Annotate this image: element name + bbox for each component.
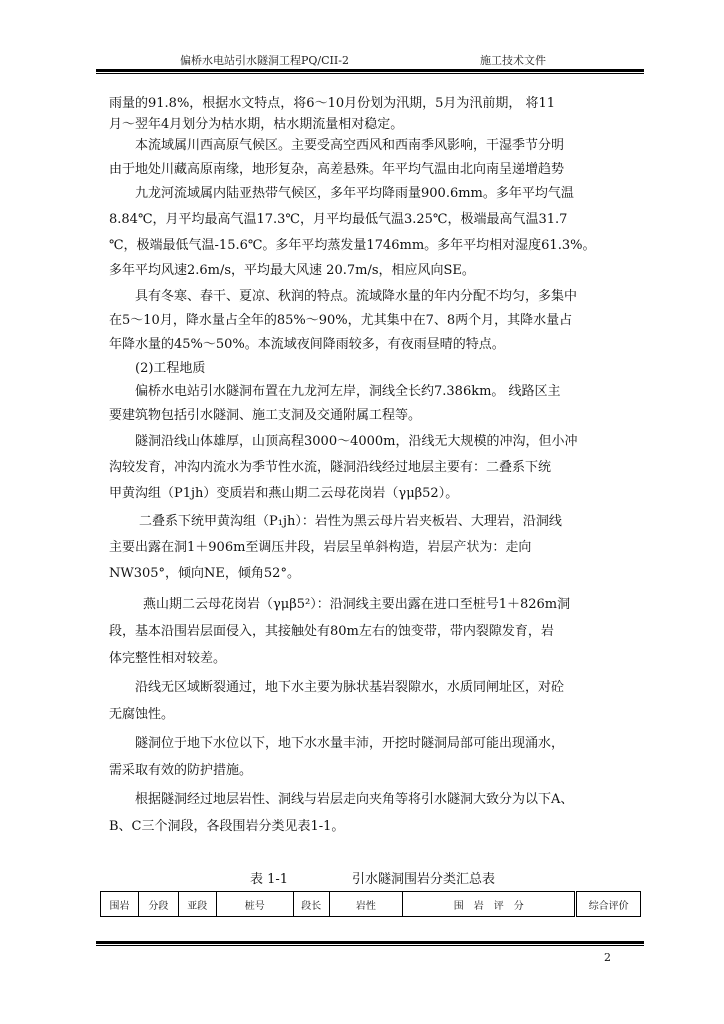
header-rule-thick — [96, 69, 644, 72]
text-line: 多年平均风速2.6m/s，平均最大风速 20.7m/s，相应风向SE。 — [109, 263, 475, 278]
section-heading: (2)工程地质 — [135, 361, 206, 376]
text-line: 沟较发育，冲沟内流水为季节性水流，隧洞沿线经过地层主要有：二叠系下统 — [109, 460, 552, 475]
text-line: 具有冬寒、春干、夏凉、秋润的特点。流域降水量的年内分配不均匀，多集中 — [135, 289, 578, 304]
text-line: 二叠系下统甲黄沟组（P₁jh）：岩性为黑云母片岩夹板岩、大理岩，沿洞线 — [139, 514, 562, 529]
text-line: 沿线无区域断裂通过，地下水主要为脉状基岩裂隙水，水质同闸址区，对砼 — [135, 680, 565, 695]
table-header-cell: 岩性 — [329, 892, 402, 917]
text-line: 月～翌年4月划分为枯水期，枯水期流量相对稳定。 — [109, 117, 404, 132]
page-header — [96, 50, 628, 70]
text-line: 隧洞沿线山体雄厚，山顶高程3000～4000m，沿线无大规模的冲沟，但小冲 — [135, 434, 578, 449]
text-line: 主要出露在洞1＋906m至调压井段，岩层呈单斜构造，岩层产状为：走向 — [109, 540, 532, 555]
text-line: B、C三个洞段，各段围岩分类见表1-1。 — [109, 819, 345, 834]
text-line: NW305°，倾向NE，倾角52°。 — [109, 566, 300, 581]
text-line: 九龙河流域属内陆亚热带气候区，多年平均降雨量900.6mm。多年平均气温 — [135, 186, 574, 201]
rock-classification-table — [100, 891, 641, 917]
table-header-cell: 围 岩 评 分 — [403, 892, 576, 917]
table-caption-title: 引水隧洞围岩分类汇总表 — [352, 872, 496, 887]
table-header-cell: 亚段 — [178, 892, 216, 917]
header-document-type: 施工技术文件 — [480, 54, 546, 67]
text-line: 本流域属川西高原气候区。主要受高空西风和西南季风影响，干湿季节分明 — [135, 138, 565, 153]
text-line: 8.84℃，月平均最高气温17.3℃，月平均最低气温3.25℃，极端最高气温31.7 — [109, 212, 568, 227]
table-header-cell: 围岩 — [101, 892, 139, 917]
table-header-cell: 段长 — [293, 892, 329, 917]
text-line: 要建筑物包括引水隧洞、施工支洞及交通附属工程等。 — [109, 408, 422, 423]
text-line: 燕山期二云母花岗岩（γμβ5²）：沿洞线主要出露在进口至桩号1＋826m洞 — [143, 597, 571, 612]
footer-rule-thick — [96, 941, 644, 944]
text-line: ℃，极端最低气温-15.6℃。多年平均蒸发量1746mm。多年平均相对湿度61.3%。 — [109, 238, 596, 253]
text-line: 在5～10月，降水量占全年的85%～90%，尤其集中在7、8两个月，其降水量占 — [109, 313, 573, 328]
text-line: 甲黄沟组（P1jh）变质岩和燕山期二云母花岗岩（γμβ52）。 — [109, 486, 459, 501]
text-line: 偏桥水电站引水隧洞布置在九龙河左岸，洞线全长约7.386km。 线路区主 — [135, 384, 561, 399]
text-line: 体完整性相对较差。 — [109, 651, 227, 666]
text-line: 年降水量的45%～50%。本流域夜间降雨较多，有夜雨昼晴的特点。 — [109, 337, 505, 352]
footer-rule-thin — [96, 945, 644, 946]
page-number: 2 — [604, 951, 611, 964]
text-line: 由于地处川藏高原南缘，地形复杂，高差悬殊。年平均气温由北向南呈递增趋势 — [109, 162, 565, 177]
table-caption-number: 表 1-1 — [250, 872, 289, 887]
header-project-title: 偏桥水电站引水隧洞工程PQ/CII-2 — [180, 54, 349, 67]
table-header-row — [101, 892, 641, 917]
text-line: 无腐蚀性。 — [109, 707, 175, 722]
text-line: 雨量的91.8%，根据水文特点，将6～10月份划为汛期，5月为汛前期， 将11 — [109, 96, 556, 111]
table-header-cell: 分段 — [138, 892, 178, 917]
text-line: 根据隧洞经过地层岩性、洞线与岩层走向夹角等将引水隧洞大致分为以下A、 — [135, 792, 574, 807]
text-line: 段，基本沿围岩层面侵入，其接触处有80m左右的蚀变带，带内裂隙发育，岩 — [109, 624, 554, 639]
text-line: 需采取有效的防护措施。 — [109, 763, 253, 778]
header-rule-thin — [96, 73, 644, 74]
table-header-cell: 桩号 — [216, 892, 293, 917]
table-header-cell: 综合评价 — [576, 892, 641, 917]
text-line: 隧洞位于地下水位以下，地下水水量丰沛，开挖时隧洞局部可能出现涌水， — [135, 736, 565, 751]
